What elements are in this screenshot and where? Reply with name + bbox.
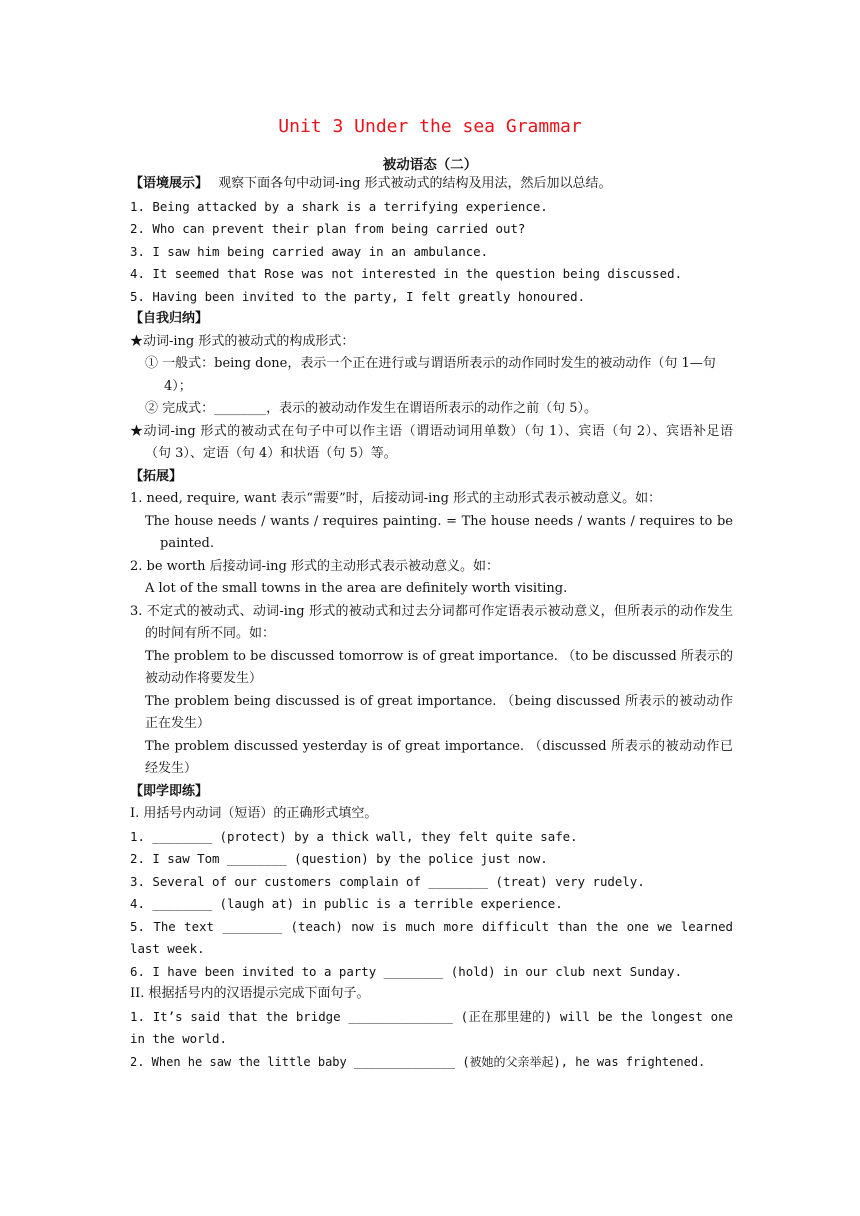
practice-part-1-title: I. 用括号内动词（短语）的正确形式填空。	[130, 806, 378, 821]
exercise-item: 1. ________ (protect) by a thick wall, they felt quite safe.	[130, 828, 578, 844]
extension-example: The house needs / wants / requires painting. = The house needs / wants / requires to be painted.	[145, 513, 733, 551]
extension-item-2: 2. be worth 后接动词-ing 形式的主动形式表示被动意义。如：	[130, 558, 499, 574]
context-sentence: 1. Being attacked by a shark is a terrifying experience.	[130, 198, 548, 214]
extension-example: The problem discussed yesterday is of great importance. （discussed 所表示的被动动作已经发生）	[145, 738, 733, 776]
document-subtitle: 被动语态（二）	[382, 157, 478, 173]
exercise-item: 1. It’s said that the bridge ______________ (正在那里建的) will be the longest one in the world.	[130, 1008, 733, 1046]
summary-form-2: ② 完成式：________，表示的被动动作发生在谓语所表示的动作之前（句 5）。	[145, 401, 598, 416]
extension-heading: 【拓展】	[130, 468, 183, 484]
document-body	[130, 173, 733, 1073]
context-sentence: 4. It seemed that Rose was not interested in the question being discussed.	[130, 266, 683, 281]
extension-example: The problem to be discussed tomorrow is of great importance. （to be discussed 所表示的被动动作将要发生）	[145, 648, 733, 686]
extension-item-1: 1. need, require, want 表示“需要”时，后接动词-ing 形式的主动形式表示被动意义。如：	[130, 491, 662, 506]
exercise-item: 3. Several of our customers complain of ________ (treat) very rudely.	[130, 873, 645, 889]
extension-item-3: 3. 不定式的被动式、动词-ing 形式的被动式和过去分词都可作定语表示被动意义，但所表示的动作发生的时间有所不同。如：	[130, 603, 733, 641]
summary-form-1: ① 一般式：being done，表示一个正在进行或与谓语所表示的动作同时发生的被动动作（句 1—句 4）；	[145, 356, 716, 394]
exercise-item: 2. I saw Tom ________ (question) by the police just now.	[130, 851, 548, 866]
context-sentence: 3. I saw him being carried away in an ambulance.	[130, 243, 489, 259]
context-section	[130, 173, 733, 196]
practice-heading: 【即学即练】	[130, 783, 209, 799]
extension-example: A lot of the small towns in the area are definitely worth visiting.	[145, 581, 568, 596]
summary-heading: 【自我归纳】	[130, 311, 209, 326]
document-title: Unit 3 Under the sea Grammar	[278, 116, 582, 137]
context-heading: 【语境展示】	[130, 176, 209, 191]
exercise-item: 2. When he saw the little baby ______________ (被她的父亲举起), he was frightened.	[130, 1054, 706, 1069]
summary-point-2: ★动词-ing 形式的被动式在句子中可以作主语（谓语动词用单数）（句 1）、宾语（句 2）、宾语补足语（句 3）、定语（句 4）和状语（句 5）等。	[130, 423, 733, 461]
context-sentence: 2. Who can prevent their plan from being carried out?	[130, 221, 526, 236]
exercise-item: 5. The text ________ (teach) now is much more difficult than the one we learned last week.	[130, 918, 733, 956]
extension-example: The problem being discussed is of great importance. （being discussed 所表示的被动动作正在发生）	[145, 693, 733, 731]
summary-point-1: ★动词-ing 形式的被动式的构成形式：	[130, 333, 355, 349]
practice-part-2-title: II. 根据括号内的汉语提示完成下面句子。	[130, 986, 370, 1001]
exercise-item: 6. I have been invited to a party ________ (hold) in our club next Sunday.	[130, 963, 683, 979]
exercise-item: 4. ________ (laugh at) in public is a terrible experience.	[130, 896, 563, 911]
context-sentence: 5. Having been invited to the party, I felt greatly honoured.	[130, 288, 586, 304]
context-intro: 观察下面各句中动词-ing 形式被动式的结构及用法，然后加以总结。	[218, 176, 612, 191]
